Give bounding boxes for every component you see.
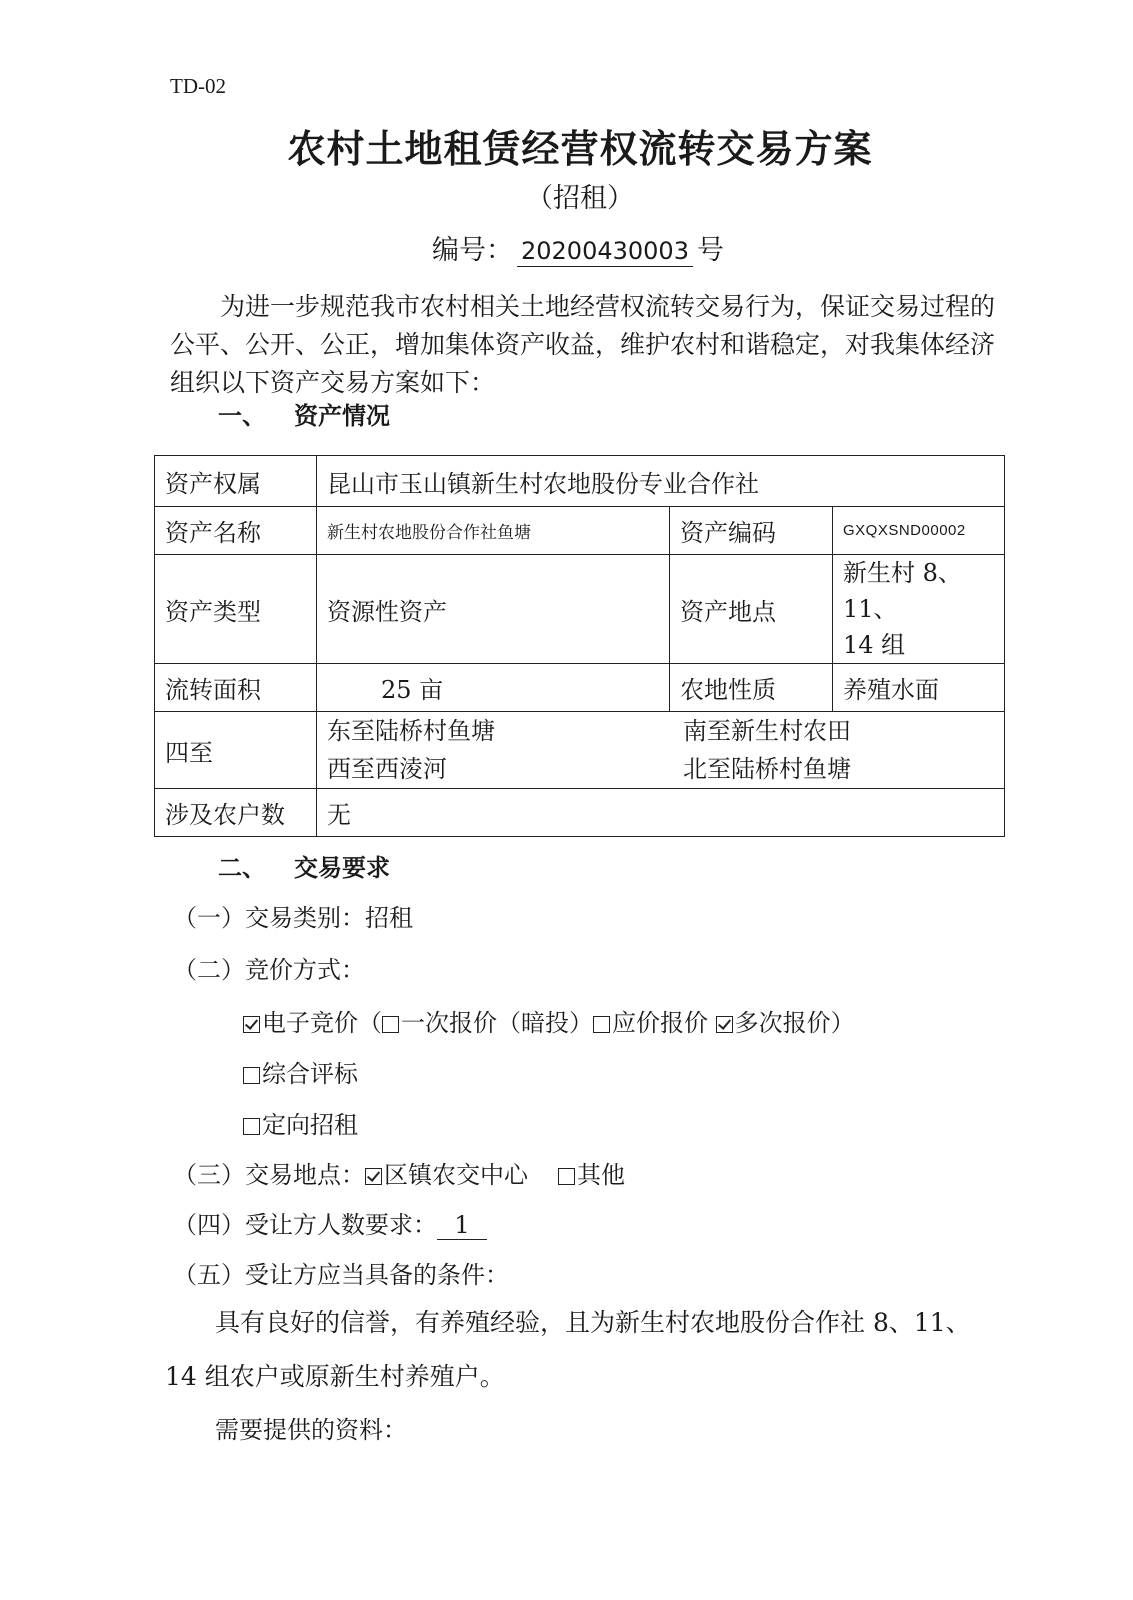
code-label: 资产编码 bbox=[670, 507, 833, 555]
bounds-value bbox=[317, 712, 1005, 789]
document-code: TD-02 bbox=[170, 74, 226, 98]
bounds-label: 四至 bbox=[155, 712, 317, 789]
households-value: 无 bbox=[317, 789, 1005, 837]
requirement-4 bbox=[173, 1205, 487, 1240]
bid-options-row bbox=[243, 1003, 855, 1038]
asset-table bbox=[154, 455, 1005, 837]
materials-heading: 需要提供的资料： bbox=[215, 1416, 407, 1444]
checked-box-icon[interactable] bbox=[716, 1016, 733, 1033]
unchecked-box-icon[interactable] bbox=[243, 1118, 260, 1135]
location-line-2: 14 组 bbox=[843, 631, 906, 659]
owner-value: 昆山市玉山镇新生村农地股份专业合作社 bbox=[317, 456, 1005, 507]
name-label: 资产名称 bbox=[155, 507, 317, 555]
table-row bbox=[155, 664, 1005, 712]
unchecked-box-icon[interactable] bbox=[558, 1168, 575, 1185]
req4-value: 1 bbox=[437, 1211, 487, 1240]
intro-paragraph: 为进一步规范我市农村相关土地经营权流转交易行为，保证交易过程的公平、公开、公正，增加集体资产收益，维护农村和谐稳定，对我集体经济组织以下资产交易方案如下： bbox=[170, 292, 996, 397]
bid-composite-row bbox=[243, 1054, 358, 1089]
bound-north: 北至陆桥村鱼塘 bbox=[683, 755, 851, 783]
checked-box-icon[interactable] bbox=[365, 1168, 382, 1185]
unchecked-box-icon[interactable] bbox=[593, 1016, 610, 1033]
requirement-2: （二）竞价方式： bbox=[173, 956, 365, 984]
table-row bbox=[155, 555, 1005, 664]
area-label: 流转面积 bbox=[155, 664, 317, 712]
number-value: 20200430003 bbox=[517, 237, 693, 267]
page-subtitle: （招租） bbox=[526, 183, 634, 214]
requirement-3 bbox=[173, 1155, 625, 1190]
table-row bbox=[155, 507, 1005, 555]
nature-label: 农地性质 bbox=[670, 664, 833, 712]
code-value: GXQXSND00002 bbox=[833, 507, 1005, 555]
requirement-1 bbox=[173, 898, 413, 933]
req1-value: 招租 bbox=[365, 904, 413, 932]
document-number bbox=[432, 228, 724, 267]
req1-label: （一）交易类别： bbox=[173, 904, 365, 932]
section-1-heading bbox=[218, 396, 390, 431]
location-value bbox=[833, 555, 1005, 664]
households-label: 涉及农户数 bbox=[155, 789, 317, 837]
bid-electronic-label: 电子竞价（ bbox=[262, 1009, 382, 1037]
page-title: 农村土地租赁经营权流转交易方案 bbox=[287, 127, 873, 171]
owner-label: 资产权属 bbox=[155, 456, 317, 507]
section-2-title: 交易要求 bbox=[294, 854, 390, 882]
bid-respond-label: 应价报价 bbox=[612, 1009, 708, 1037]
section-1-number: 一、 bbox=[218, 402, 266, 430]
section-1-title: 资产情况 bbox=[294, 402, 390, 430]
name-value: 新生村农地股份合作社鱼塘 bbox=[317, 507, 670, 555]
checked-box-icon[interactable] bbox=[243, 1016, 260, 1033]
bid-directed-label: 定向招租 bbox=[262, 1111, 358, 1139]
table-row bbox=[155, 789, 1005, 837]
bid-multi-label: 多次报价） bbox=[734, 1009, 855, 1037]
type-value: 资源性资产 bbox=[317, 555, 670, 664]
req3-center: 区镇农交中心 bbox=[384, 1161, 528, 1189]
unchecked-box-icon[interactable] bbox=[382, 1016, 399, 1033]
req3-label: （三）交易地点： bbox=[173, 1161, 365, 1189]
location-line-1: 新生村 8、11、 bbox=[843, 559, 962, 623]
condition-paragraph: 具有良好的信誉，有养殖经验，且为新生村农地股份合作社 8、11、14 组农户或原新生村养殖户。 bbox=[165, 1308, 971, 1391]
req4-label: （四）受让方人数要求： bbox=[173, 1211, 437, 1239]
table-row bbox=[155, 712, 1005, 789]
number-suffix: 号 bbox=[696, 235, 724, 266]
bound-west: 西至西淩河 bbox=[327, 755, 447, 783]
bound-south: 南至新生村农田 bbox=[683, 717, 851, 745]
number-label: 编号： bbox=[432, 235, 513, 266]
location-label: 资产地点 bbox=[670, 555, 833, 664]
unchecked-box-icon[interactable] bbox=[243, 1067, 260, 1084]
bid-composite-label: 综合评标 bbox=[262, 1060, 358, 1088]
requirement-5: （五）受让方应当具备的条件： bbox=[173, 1261, 509, 1289]
table-row bbox=[155, 456, 1005, 507]
type-label: 资产类型 bbox=[155, 555, 317, 664]
bound-east: 东至陆桥村鱼塘 bbox=[327, 717, 495, 745]
area-value: 25 亩 bbox=[317, 664, 670, 712]
section-2-heading bbox=[218, 848, 390, 883]
bid-directed-row bbox=[243, 1105, 358, 1140]
nature-value: 养殖水面 bbox=[833, 664, 1005, 712]
bid-once-label: 一次报价（暗投） bbox=[401, 1009, 593, 1037]
req3-other: 其他 bbox=[577, 1161, 625, 1189]
section-2-number: 二、 bbox=[218, 854, 266, 882]
